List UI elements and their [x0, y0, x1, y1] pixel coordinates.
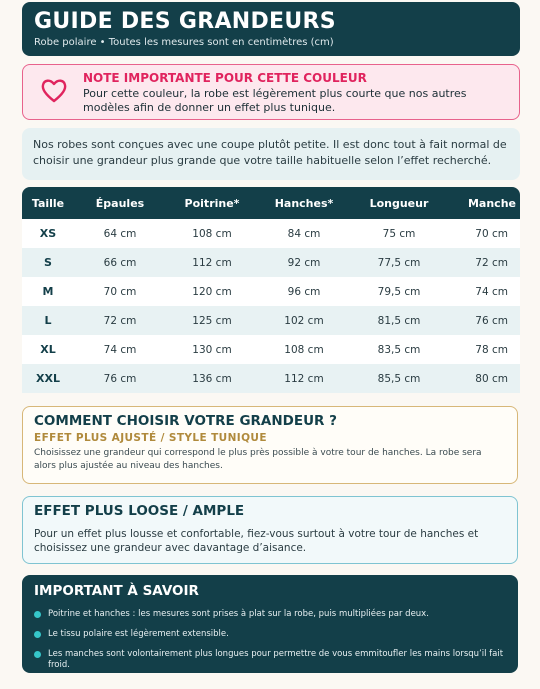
- size-cell: S: [44, 256, 52, 269]
- bullet-icon: [34, 631, 41, 638]
- loose-fit-box: [22, 496, 518, 564]
- table-cell: 130 cm: [192, 343, 232, 356]
- table-cell: 84 cm: [287, 227, 321, 240]
- table-cell: 81,5 cm: [377, 314, 421, 327]
- table-cell: 96 cm: [287, 285, 321, 298]
- heart-icon: [39, 75, 69, 105]
- important-title: IMPORTANT À SAVOIR: [34, 583, 199, 599]
- size-table: [22, 187, 520, 393]
- loose-text: Pour un effet plus lousse et confortable, fiez-vous surtout à votre tour de hanches et choisissez une grandeur avec davantage d’aisance.: [34, 528, 479, 554]
- list-item-text: Poitrine et hanches : les mesures sont prises à plat sur la robe, puis multipliées par deux.: [48, 609, 429, 619]
- table-cell: 83,5 cm: [377, 343, 421, 356]
- table-cell: 70 cm: [103, 285, 137, 298]
- page-header: [22, 2, 520, 56]
- table-cell: 75 cm: [382, 227, 416, 240]
- note-title: NOTE IMPORTANTE POUR CETTE COULEUR: [83, 71, 367, 85]
- important-list: [34, 609, 506, 669]
- table-cell: 76 cm: [475, 314, 508, 327]
- table-cell: 66 cm: [103, 256, 137, 269]
- table-row: [22, 306, 520, 335]
- size-cell: XL: [40, 343, 56, 356]
- table-cell: 125 cm: [192, 314, 232, 327]
- bullet-icon: [34, 611, 41, 618]
- list-item-text: Le tissu polaire est légèrement extensible.: [48, 629, 229, 639]
- header-cell: Taille: [31, 196, 65, 210]
- table-cell: 76 cm: [103, 372, 137, 385]
- table-cell: 78 cm: [475, 343, 508, 356]
- table-header: [22, 187, 520, 219]
- important-box: [22, 575, 518, 673]
- table-cell: 80 cm: [475, 372, 508, 385]
- table-cell: 72 cm: [103, 314, 137, 327]
- table-cell: 120 cm: [192, 285, 232, 298]
- table-cell: 72 cm: [475, 256, 508, 269]
- table-cell: 79,5 cm: [377, 285, 421, 298]
- color-note: [22, 64, 520, 120]
- size-cell: XXL: [36, 372, 60, 385]
- table-cell: 70 cm: [475, 227, 508, 240]
- table-cell: 112 cm: [284, 372, 324, 385]
- list-item: [34, 609, 506, 629]
- table-row: [22, 219, 520, 248]
- table-cell: 64 cm: [103, 227, 137, 240]
- table-cell: 108 cm: [192, 227, 232, 240]
- header-cell: Longueur: [369, 196, 429, 210]
- table-cell: 74 cm: [103, 343, 137, 356]
- bullet-icon: [34, 651, 41, 658]
- table-cell: 136 cm: [192, 372, 232, 385]
- choose-title: COMMENT CHOISIR VOTRE GRANDEUR ?: [34, 413, 337, 429]
- header-cell: Épaules: [95, 196, 145, 210]
- list-item: [34, 629, 506, 649]
- table-cell: 108 cm: [284, 343, 324, 356]
- header-cell: Hanches*: [274, 196, 334, 210]
- header-cell: Manche: [467, 196, 516, 210]
- table-row: [22, 248, 520, 277]
- size-cell: M: [42, 285, 54, 298]
- size-cell: XS: [39, 227, 57, 240]
- size-cell: L: [44, 314, 52, 327]
- table-cell: 92 cm: [287, 256, 321, 269]
- table-cell: 102 cm: [284, 314, 324, 327]
- page-title: GUIDE DES GRANDEURS: [34, 9, 336, 34]
- table-cell: 77,5 cm: [377, 256, 421, 269]
- choose-size-box: [22, 406, 518, 484]
- table-cell: 85,5 cm: [377, 372, 421, 385]
- table-row: [22, 364, 520, 393]
- list-item-text: Les manches sont volontairement plus longues pour permettre de vous emmitoufler les mains lorsqu’il fait froid.: [48, 649, 504, 670]
- list-item: [34, 649, 506, 669]
- table-cell: 112 cm: [192, 256, 232, 269]
- choose-subtitle: EFFET PLUS AJUSTÉ / STYLE TUNIQUE: [34, 432, 267, 444]
- choose-text: Choisissez une grandeur qui correspond le plus près possible à votre tour de hanches. La robe sera alors plus ajustée au niveau des hanches.: [34, 448, 482, 471]
- header-cell: Poitrine*: [184, 196, 240, 210]
- table-row: [22, 277, 520, 306]
- intro-text: Nos robes sont conçues avec une coupe plutôt petite. Il est donc tout à fait normal de choisir une grandeur plus grande que votre taille habituelle selon l’effet recherché.: [22, 128, 520, 180]
- table-cell: 74 cm: [475, 285, 508, 298]
- note-text: Pour cette couleur, la robe est légèrement plus courte que nos autres modèles afin de donner un effet plus tunique.: [83, 87, 467, 114]
- page-subtitle: Robe polaire • Toutes les mesures sont en centimètres (cm): [34, 37, 334, 48]
- table-row: [22, 335, 520, 364]
- loose-title: EFFET PLUS LOOSE / AMPLE: [34, 503, 245, 519]
